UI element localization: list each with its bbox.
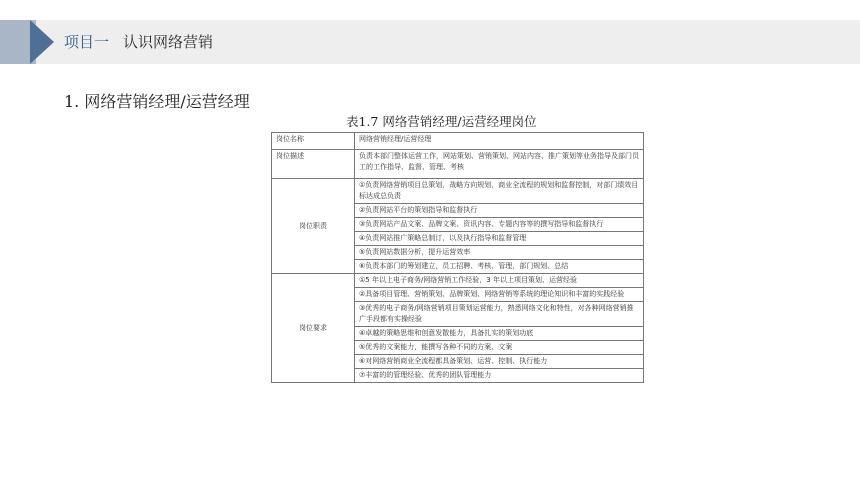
duty-cell: ④负责网站推广策略总制订，以及执行指导和监督管理: [355, 232, 644, 246]
duty-cell: ①负责网络营销项目总策划，战略方向规划，商业全流程的规划和监督控制，对部门绩效目标达成总负责: [355, 179, 644, 204]
topic-label: 认识网络营销: [123, 33, 214, 51]
duty-cell: ③负责网站产品文案、品牌文案、资讯内容、专题内容等的撰写指导和监督执行: [355, 218, 644, 232]
table-row: [272, 133, 644, 150]
table-caption: 表1.7 网络营销经理/运营经理岗位: [346, 114, 537, 129]
name-label-cell: 岗位名称: [272, 133, 355, 150]
req-cell: ⑤优秀的文案能力，能撰写各种不同的方案、文案: [355, 341, 644, 355]
name-value-cell: 网络营销经理/运营经理: [355, 133, 644, 150]
table-row: [272, 179, 644, 204]
duties-label-cell: 岗位职责: [272, 179, 355, 274]
req-cell: ④卓越的策略思维和创意发散能力，具备扎实的策划功底: [355, 327, 644, 341]
req-cell: ②具备项目管理、营销策划、品牌策划、网络营销等系统的理论知识和丰富的实践经验: [355, 288, 644, 302]
chapter-label: 项目一: [64, 33, 110, 51]
header-title: [64, 20, 213, 64]
job-table: [271, 132, 644, 383]
chevron-right-icon: [30, 20, 54, 64]
duty-cell: ②负责网站平台的策划指导和监督执行: [355, 204, 644, 218]
table-row: [272, 150, 644, 179]
req-cell: ①5 年以上电子商务/网络营销工作经验，3 年以上项目策划、运营经验: [355, 274, 644, 288]
section-heading: 1. 网络营销经理/运营经理: [64, 92, 250, 111]
duty-cell: ⑥负责本部门的筹划建立，员工招聘、考核、管理，部门规划、总结: [355, 260, 644, 274]
desc-label-cell: 岗位描述: [272, 150, 355, 179]
table-row: [272, 274, 644, 288]
reqs-label-cell: 岗位要求: [272, 274, 355, 383]
duty-cell: ⑤负责网站数据分析，提升运营效率: [355, 246, 644, 260]
req-cell: ⑥对网络营销商业全流程都具备策划、运营、控制、执行能力: [355, 355, 644, 369]
req-cell: ⑦丰富的的管理经验、优秀的团队管理能力: [355, 369, 644, 383]
req-cell: ③优秀的电子商务/网络营销项目策划运营能力，熟悉网络文化和特性，对各种网络营销推广手段都有实操经验: [355, 302, 644, 327]
desc-value-cell: 负责本部门整体运营工作，网站策划、营销策划、网站内容、推广策划等业务指导及部门员工的工作指导、监督、管理、考核: [355, 150, 644, 179]
